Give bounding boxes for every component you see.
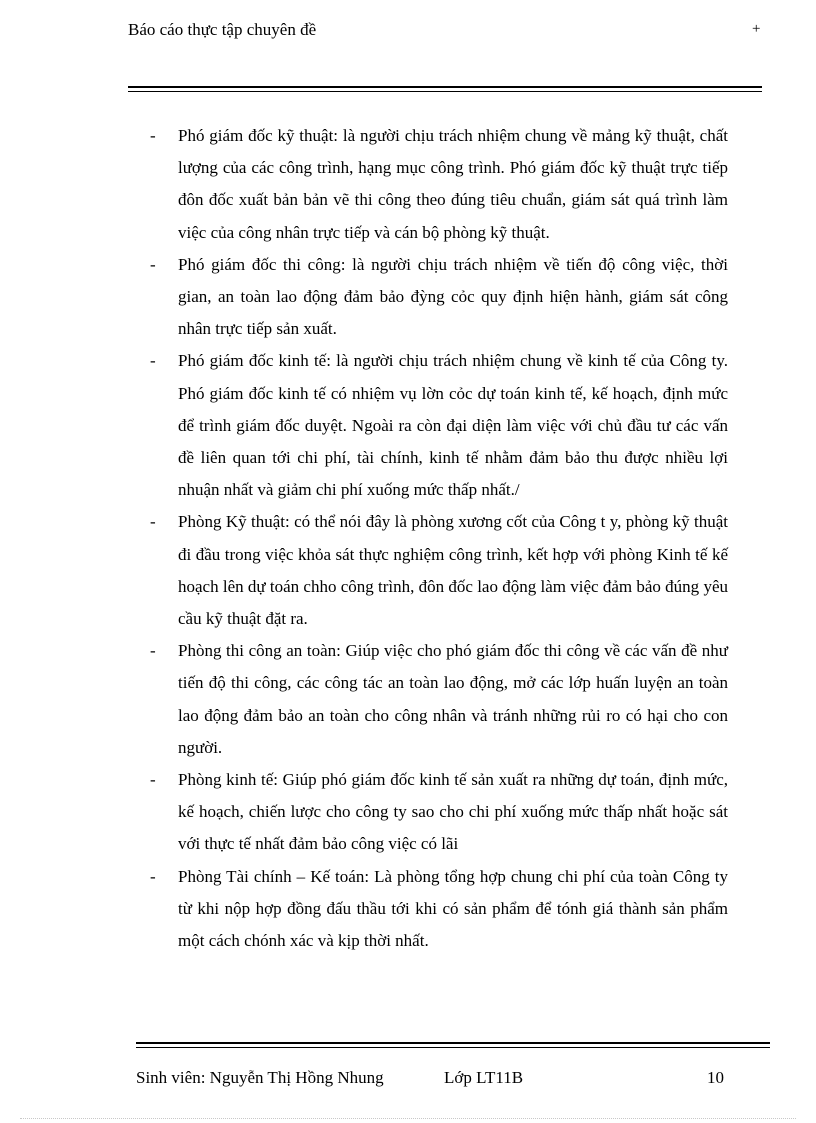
bullet-dash: - xyxy=(150,351,156,371)
list-item-text: Phó giám đốc kỹ thuật: là người chịu trách nhiệm chung về mảng kỹ thuật, chất lượng của các công trình, hạng mục công trình. Phó giám đốc kỹ thuật trực tiếp đôn đốc xuất bản bản vẽ thi công theo đúng tiêu chuẩn, giám sát quá trình làm việc của công nhân trực tiếp và cán bộ phòng kỹ thuật. xyxy=(178,126,728,242)
body-list xyxy=(150,120,728,957)
list-item xyxy=(150,120,728,249)
header-title: Báo cáo thực tập chuyên đề xyxy=(128,20,317,39)
footer-double-rule xyxy=(136,1042,770,1048)
list-item-text: Phó giám đốc kinh tế: là người chịu trách nhiệm chung về kinh tế của Công ty. Phó giám đốc kinh tế có nhiệm vụ lờn cỏc dự toán kinh tế, kế hoạch, định mức để trình giám đốc duyệt. Ngoài ra còn đại diện làm việc với chủ đầu tư các vấn đề liên quan tới chi phí, tài chính, kinh tế nhằm đảm bảo thu được nhiều lợi nhuận nhất và giảm chi phí xuống mức thấp nhất./ xyxy=(178,351,728,500)
bullet-dash: - xyxy=(150,126,156,145)
list-item xyxy=(150,764,728,861)
list-item xyxy=(150,345,728,506)
bullet-dash: - xyxy=(150,254,156,274)
list-item xyxy=(150,506,728,635)
list-item xyxy=(150,249,728,346)
footer-class: Lớp LT11B xyxy=(444,1068,524,1087)
list-item-text: Phòng kinh tế: Giúp phó giám đốc kinh tế sản xuất ra những dự toán, định mức, kế hoạch, chiến lược cho công ty sao cho chi phí xuống mức thấp nhất hoặc sát với thực tế nhất đảm bảo công việc có lãi xyxy=(178,770,728,854)
list-item-text: Phòng thi công an toàn: Giúp việc cho phó giám đốc thi công về các vấn đề như tiến độ thi công, các công tác an toàn lao động, mở các lớp huấn luyện an toàn lao động đảm bảo an toàn cho công nhân và tránh những rủi ro có hại cho con người. xyxy=(178,641,728,757)
list-item-text: Phòng Kỹ thuật: có thể nói đây là phòng xương cốt của Công t y, phòng kỹ thuật đi đầu trong việc khỏa sát thực nghiệm công trình, kết hợp với phòng Kinh tế kế hoạch lên dự toán chho công trình, đôn đốc lao động làm việc đảm bảo đúng yêu cầu kỹ thuật đặt ra. xyxy=(178,512,728,629)
list-item xyxy=(150,861,728,958)
footer-student-name: Sinh viên: Nguyễn Thị Hồng Nhung xyxy=(136,1068,384,1087)
list-item-text: Phó giám đốc thi công: là người chịu trách nhiệm về tiến độ công việc, thời gian, an toàn lao động đảm bảo đỳng cỏc quy định hiện hành, giám sát công nhân trực tiếp sản xuất. xyxy=(178,254,728,339)
page-edge-divider xyxy=(20,1118,796,1119)
page-number: 10 xyxy=(707,1068,724,1087)
list-item xyxy=(150,635,728,764)
list-item-text: Phòng Tài chính – Kế toán: Là phòng tổng hợp chung chi phí của toàn Công ty từ khi nộp hợp đồng đấu thầu tới khi có sản phẩm để tónh giá thành sản phẩm một cách chónh xác và kịp thời nhất. xyxy=(178,866,728,951)
header-mark: + xyxy=(752,21,761,37)
bullet-dash: - xyxy=(150,641,156,661)
bullet-dash: - xyxy=(150,512,156,532)
bullet-dash: - xyxy=(150,866,156,886)
header-double-rule xyxy=(128,86,762,92)
bullet-dash: - xyxy=(150,770,156,790)
